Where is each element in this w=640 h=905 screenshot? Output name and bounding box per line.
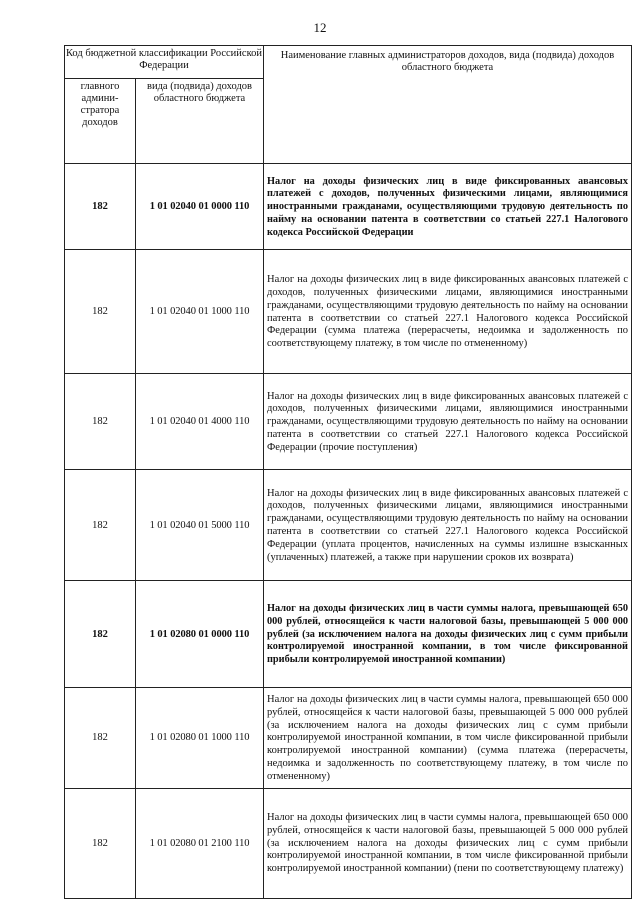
income-code-cell: 1 01 02040 01 5000 110 bbox=[136, 470, 264, 581]
header-name-column: Наименование главных администраторов доходов, вида (подвида) доходов областного бюджета bbox=[264, 46, 632, 164]
table-row bbox=[65, 470, 632, 581]
budget-classification-table bbox=[64, 45, 632, 899]
table-row bbox=[65, 581, 632, 688]
income-code-cell: 1 01 02040 01 4000 110 bbox=[136, 374, 264, 470]
income-code-cell: 1 01 02080 01 1000 110 bbox=[136, 688, 264, 789]
header-row-top bbox=[65, 46, 632, 79]
header-code-group: Код бюджетной классификации Российской Федерации bbox=[65, 46, 264, 79]
header-type-column: вида (подвида) доходов областного бюджета bbox=[136, 79, 264, 164]
income-name-cell: Налог на доходы физических лиц в части суммы налога, превышающей 650 000 рублей, относящейся к части налоговой базы, превышающей 5 000 000 рублей (за исключением налога на доходы физических лиц с сумм прибыли контролируемой иностранной компании, в том числе фиксированной прибыли контролируемой иностранной компании) (пени по соответствующему платежу) bbox=[264, 788, 632, 898]
admin-code-cell: 182 bbox=[65, 688, 136, 789]
table-row bbox=[65, 374, 632, 470]
table-row bbox=[65, 688, 632, 789]
income-code-cell: 1 01 02080 01 0000 110 bbox=[136, 581, 264, 688]
admin-code-cell: 182 bbox=[65, 250, 136, 374]
income-code-cell: 1 01 02040 01 1000 110 bbox=[136, 250, 264, 374]
table-row bbox=[65, 164, 632, 250]
admin-code-cell: 182 bbox=[65, 164, 136, 250]
income-name-cell: Налог на доходы физических лиц в виде фиксированных авансовых платежей с доходов, полученных физическими лицами, являющимися иностранными гражданами, осуществляющими трудовую деятельность по найму на основании патента в соответствии со статьей 227.1 Налогового кодекса Российской Федерации (уплата процентов, начисленных на суммы излишне взысканных (уплаченных) платежей, а также при нарушении сроков их возврата) bbox=[264, 470, 632, 581]
page-number: 12 bbox=[313, 20, 327, 35]
income-code-cell: 1 01 02040 01 0000 110 bbox=[136, 164, 264, 250]
admin-code-cell: 182 bbox=[65, 581, 136, 688]
admin-code-cell: 182 bbox=[65, 470, 136, 581]
income-name-cell: Налог на доходы физических лиц в виде фиксированных авансовых платежей с доходов, полученных физическими лицами, являющимися иностранными гражданами, осуществляющими трудовую деятельность по найму на основании патента в соответствии со статьей 227.1 Налогового кодекса Российской Федерации bbox=[264, 164, 632, 250]
admin-code-cell: 182 bbox=[65, 374, 136, 470]
income-name-cell: Налог на доходы физических лиц в виде фиксированных авансовых платежей с доходов, полученных физическими лицами, являющимися иностранными гражданами, осуществляющими трудовую деятельность по найму на основании патента в соответствии со статьей 227.1 Налогового кодекса Российской Федерации (прочие поступления) bbox=[264, 374, 632, 470]
admin-code-cell: 182 bbox=[65, 788, 136, 898]
income-name-cell: Налог на доходы физических лиц в виде фиксированных авансовых платежей с доходов, полученных физическими лицами, являющимися иностранными гражданами, осуществляющими трудовую деятельность по найму на основании патента в соответствии со статьей 227.1 Налогового кодекса Российской Федерации (сумма платежа (перерасчеты, недоимка и задолженность по соответствующему платежу, в том числе по отмененному) bbox=[264, 250, 632, 374]
income-code-cell: 1 01 02080 01 2100 110 bbox=[136, 788, 264, 898]
income-name-cell: Налог на доходы физических лиц в части суммы налога, превышающей 650 000 рублей, относящейся к части налоговой базы, превышающей 5 000 000 рублей (за исключением налога на доходы физических лиц с сумм прибыли контролируемой иностранной компании, в том числе фиксированной прибыли контролируемой иностранной компании) (сумма платежа (перерасчеты, недоимка и задолженность по соответствующему платежу, в том числе по отмененному) bbox=[264, 688, 632, 789]
table-row bbox=[65, 788, 632, 898]
header-admin-column: главного админи-стратора доходов bbox=[65, 79, 136, 164]
table-row bbox=[65, 250, 632, 374]
income-name-cell: Налог на доходы физических лиц в части суммы налога, превышающей 650 000 рублей, относящейся к части налоговой базы, превышающей 5 000 000 рублей (за исключением налога на доходы физических лиц с сумм прибыли контролируемой иностранной компании, в том числе фиксированной прибыли контролируемой иностранной компании) bbox=[264, 581, 632, 688]
